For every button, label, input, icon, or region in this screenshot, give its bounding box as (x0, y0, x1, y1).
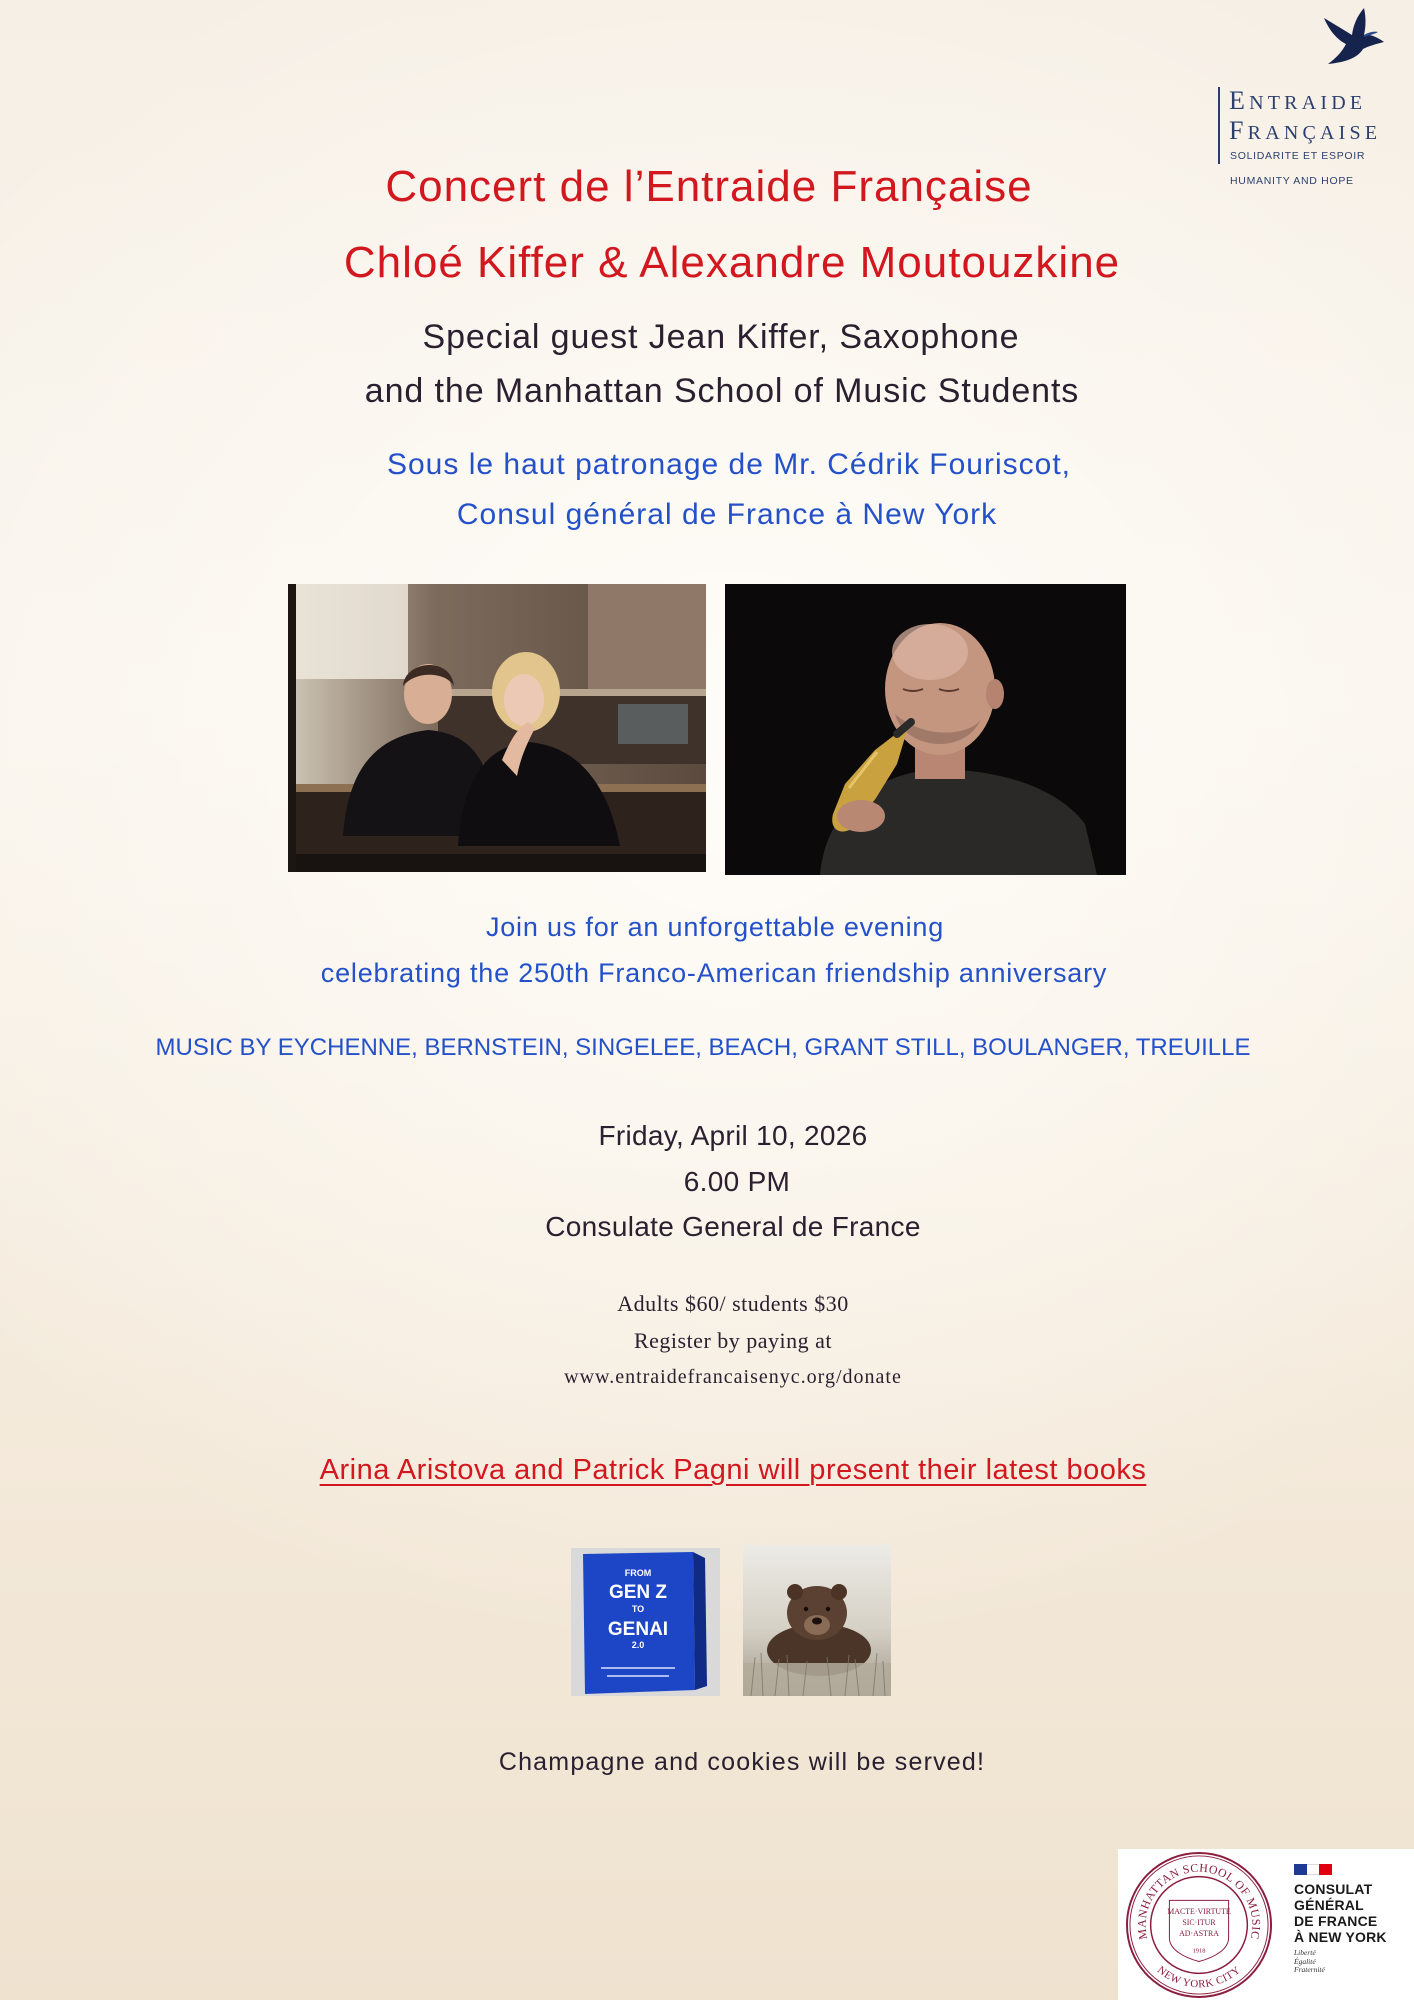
book-cover-genz: GEN Z (608, 1582, 668, 1603)
msm-seal-logo (1125, 1851, 1273, 1999)
register-instruction: Register by paying at (633, 1328, 833, 1353)
motto-fraternite: Fraternité (1294, 1965, 1325, 1974)
msm-ring-top: MANHATTAN SCHOOL OF MUSIC (1134, 1860, 1264, 1941)
concert-title: Concert de l’Entraide Française (385, 162, 1033, 211)
photo-saxophonist (725, 584, 1126, 875)
msm-motto-2: SIC·ITUR (1182, 1918, 1216, 1927)
msm-motto-3: AD·ASTRA (1179, 1928, 1219, 1938)
event-venue: Consulate General de France (545, 1211, 921, 1242)
motto-egalite: Égalité (1294, 1956, 1316, 1966)
msm-year: 1918 (1192, 1947, 1206, 1955)
logo-tagline-fr: SOLIDARITE ET ESPOIR (1230, 150, 1366, 162)
books-announcement-link[interactable]: Arina Aristova and Patrick Pagni will present their latest books (319, 1454, 1147, 1486)
bird-logo-icon (1320, 4, 1386, 70)
msm-ring-bottom: NEW YORK CITY (1155, 1963, 1243, 1991)
invitation-line1: Join us for an unforgettable evening (485, 912, 945, 942)
consulate-line-2: GÉNÉRAL (1294, 1897, 1364, 1913)
logo-tagline-en: HUMANITY AND HOPE (1230, 175, 1354, 187)
consulate-line-1: CONSULAT (1294, 1881, 1373, 1897)
book-cover-to: TO (631, 1604, 645, 1614)
donate-link[interactable]: www.entraidefrancaisenyc.org/donate (564, 1366, 902, 1388)
photo-duo (288, 584, 706, 872)
ticket-prices: Adults $60/ students $30 (617, 1291, 849, 1316)
partner-logos (1118, 1849, 1414, 2000)
french-flag-icon (1294, 1864, 1332, 1875)
program-composers: MUSIC BY EYCHENNE, BERNSTEIN, SINGELEE, BEACH, GRANT STILL, BOULANGER, TREUILLE (155, 1034, 1251, 1061)
performers: Chloé Kiffer & Alexandre Moutouzkine (343, 238, 1121, 287)
book-cover-version: 2.0 (631, 1640, 645, 1650)
book-cover-from: FROM (624, 1568, 652, 1578)
bear-image (743, 1545, 891, 1696)
special-guest: Special guest Jean Kiffer, Saxophone (422, 318, 1020, 356)
event-time: 6.00 PM (683, 1166, 791, 1197)
book-cover-image (571, 1548, 720, 1696)
logo-divider (1218, 87, 1220, 164)
invitation-line2: celebrating the 250th Franco-American friendship anniversary (320, 958, 1108, 988)
students-line: and the Manhattan School of Music Students (364, 372, 1080, 410)
patronage-line2: Consul général de France à New York (456, 498, 998, 531)
logo-word-entraide: ENTRAIDE (1229, 86, 1367, 115)
logo-word-francaise: FRANÇAISE (1229, 116, 1382, 145)
consulate-line-3: DE FRANCE (1294, 1913, 1378, 1929)
motto-liberte: Liberté (1294, 1948, 1316, 1957)
book-cover-genai: GENAI (607, 1619, 669, 1640)
closing-note: Champagne and cookies will be served! (498, 1748, 986, 1776)
patronage-line1: Sous le haut patronage de Mr. Cédrik Fouriscot, (386, 448, 1071, 481)
consulate-line-4: À NEW YORK (1294, 1929, 1387, 1945)
consulate-logo (1294, 1864, 1412, 1975)
event-date: Friday, April 10, 2026 (598, 1120, 868, 1151)
msm-motto-1: MACTE·VIRTUTE (1167, 1907, 1231, 1917)
